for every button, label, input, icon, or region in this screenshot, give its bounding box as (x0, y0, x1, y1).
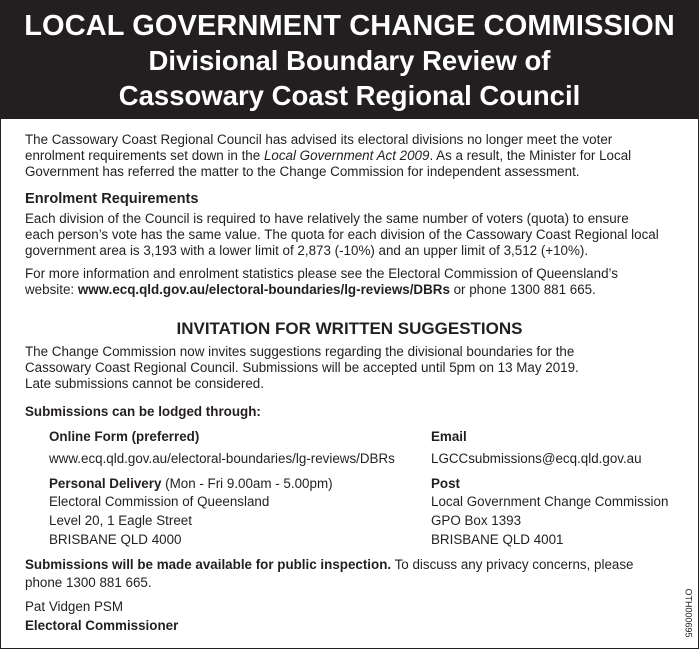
post-address-line-1: Local Government Change Commission (431, 494, 669, 509)
inspection-line-1 (25, 557, 634, 573)
header-commission-title: LOCAL GOVERNMENT CHANGE COMMISSION (24, 10, 675, 42)
intro-act-name: Local Government Act 2009 (263, 148, 430, 163)
signatory-name: Pat Vidgen PSM (25, 599, 124, 614)
invitation-heading: INVITATION FOR WRITTEN SUGGESTIONS (176, 319, 523, 338)
info-line-2 (25, 282, 596, 298)
online-form-title: Online Form (preferred) (49, 429, 200, 444)
header-review-title: Divisional Boundary Review of (148, 45, 551, 76)
header-council-title: Cassowary Coast Regional Council (118, 80, 581, 111)
info-line-2-pre: website: (25, 282, 78, 297)
delivery-address-line-2: Level 20, 1 Eagle Street (49, 513, 192, 528)
intro-line-1: The Cassowary Coast Regional Council has advised its electoral divisions no longer meet the voter (25, 132, 613, 147)
personal-delivery-title (49, 476, 333, 492)
submissions-heading: Submissions can be lodged through: (25, 404, 261, 419)
enrolment-line-2: each person’s vote has the same value. The quota for each division of the Cassowary Coast Regional local (25, 227, 659, 242)
enrolment-line-3: government area is 3,193 with a lower limit of 2,873 (-10%) and an upper limit of 3,512 (+10%). (25, 243, 589, 258)
delivery-address-line-3: BRISBANE QLD 4000 (49, 532, 182, 547)
intro-line-2-post: . As a result, the Minister for Local (429, 148, 632, 163)
personal-delivery-label: Personal Delivery (49, 476, 162, 491)
inspection-notice: Submissions will be made available for public inspection. (25, 557, 392, 572)
signatory-title: Electoral Commissioner (25, 618, 179, 633)
invitation-line-3: Late submissions cannot be considered. (25, 376, 264, 391)
inspection-privacy: To discuss any privacy concerns, please (391, 557, 634, 572)
reference-code (677, 588, 699, 638)
enrolment-line-1: Each division of the Council is required to have relatively the same number of voters (quota) to ensure (25, 211, 629, 226)
reference-code-text: OTH000695 (683, 588, 694, 638)
post-title: Post (431, 476, 461, 491)
invitation-line-1: The Change Commission now invites suggestions regarding the divisional boundaries for the (25, 344, 575, 359)
intro-line-2-pre: enrolment requirements set down in the (25, 148, 264, 163)
delivery-address-line-1: Electoral Commission of Queensland (49, 494, 270, 509)
post-address-line-2: GPO Box 1393 (431, 513, 522, 528)
post-address-line-3: BRISBANE QLD 4001 (431, 532, 564, 547)
inspection-line-2: phone 1300 881 665. (25, 575, 152, 590)
enrolment-heading: Enrolment Requirements (25, 191, 199, 207)
email-address-link[interactable]: LGCCsubmissions@ecq.qld.gov.au (431, 451, 642, 466)
notice-header (1, 1, 698, 119)
email-title: Email (431, 429, 467, 444)
personal-delivery-hours: (Mon - Fri 9.00am - 5.00pm) (161, 476, 333, 491)
online-form-link[interactable]: www.ecq.qld.gov.au/electoral-boundaries/lg-reviews/DBRs (49, 451, 395, 466)
intro-line-2 (25, 148, 631, 164)
intro-line-3: Government has referred the matter to the Change Commission for independent assessment. (25, 164, 580, 179)
invitation-line-2: Cassowary Coast Regional Council. Submissions will be accepted until 5pm on 13 May 2019. (25, 360, 579, 375)
info-line-1: For more information and enrolment statistics please see the Electoral Commission of Queensland’s (25, 266, 618, 281)
info-website-link[interactable]: www.ecq.qld.gov.au/electoral-boundaries/lg-reviews/DBRs (77, 282, 450, 297)
info-line-2-post: or phone 1300 881 665. (449, 282, 596, 297)
